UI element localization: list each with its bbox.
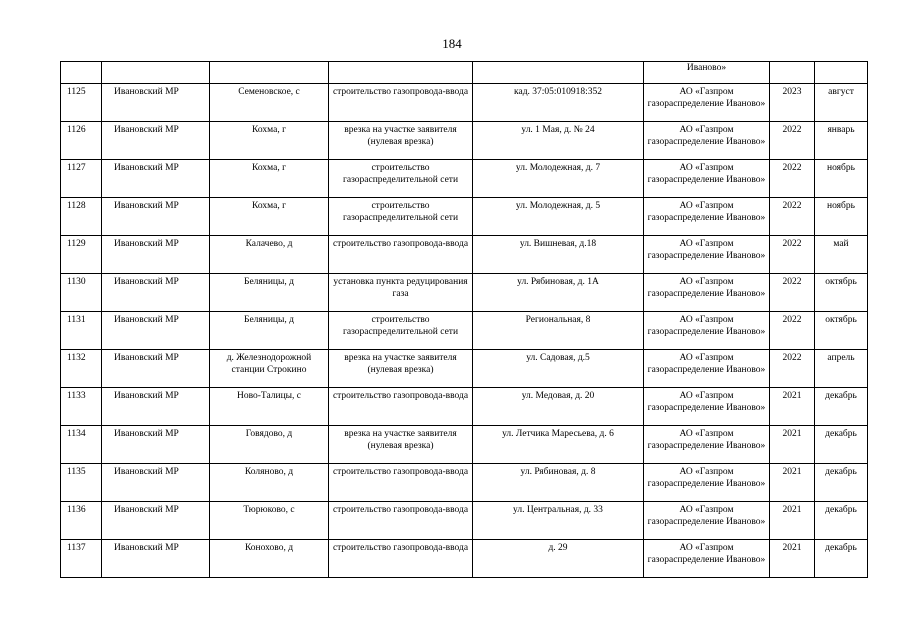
cell-address: ул. Центральная, д. 33 [473, 502, 644, 540]
cell-work: строительство газопровода-ввода [329, 464, 473, 502]
cell-place: Кохма, г [210, 160, 329, 198]
cell-month: декабрь [815, 502, 868, 540]
cell-month: декабрь [815, 464, 868, 502]
cell-place: Говядово, д [210, 426, 329, 464]
cell-month: ноябрь [815, 198, 868, 236]
table-row [61, 236, 868, 274]
cell-org: АО «Газпром газораспределение Иваново» [644, 426, 770, 464]
cell-year [770, 62, 815, 84]
cell-district [102, 62, 210, 84]
cell-month [815, 62, 868, 84]
table-row [61, 388, 868, 426]
table-row [61, 84, 868, 122]
cell-work: строительство газопровода-ввода [329, 84, 473, 122]
cell-work: врезка на участке заявителя (нулевая врезка) [329, 122, 473, 160]
cell-district: Ивановский МР [102, 312, 210, 350]
cell-org: АО «Газпром газораспределение Иваново» [644, 464, 770, 502]
cell-address: ул. Молодежная, д. 7 [473, 160, 644, 198]
cell-district: Ивановский МР [102, 122, 210, 160]
cell-address [473, 62, 644, 84]
cell-year: 2022 [770, 160, 815, 198]
cell-district: Ивановский МР [102, 464, 210, 502]
cell-num: 1136 [61, 502, 102, 540]
cell-place: Ново-Талицы, с [210, 388, 329, 426]
cell-address: ул. Садовая, д.5 [473, 350, 644, 388]
cell-month: октябрь [815, 312, 868, 350]
cell-org: АО «Газпром газораспределение Иваново» [644, 388, 770, 426]
cell-org: АО «Газпром газораспределение Иваново» [644, 312, 770, 350]
cell-address: ул. Летчика Маресьева, д. 6 [473, 426, 644, 464]
cell-num: 1128 [61, 198, 102, 236]
cell-year: 2022 [770, 236, 815, 274]
cell-org: АО «Газпром газораспределение Иваново» [644, 236, 770, 274]
cell-year: 2022 [770, 312, 815, 350]
cell-district: Ивановский МР [102, 160, 210, 198]
cell-district: Ивановский МР [102, 540, 210, 578]
cell-year: 2022 [770, 122, 815, 160]
cell-org: АО «Газпром газораспределение Иваново» [644, 502, 770, 540]
cell-district: Ивановский МР [102, 236, 210, 274]
cell-place: Беляницы, д [210, 312, 329, 350]
cell-address: кад. 37:05:010918:352 [473, 84, 644, 122]
cell-address: ул. Медовая, д. 20 [473, 388, 644, 426]
cell-num: 1133 [61, 388, 102, 426]
cell-month: декабрь [815, 540, 868, 578]
table-row [61, 312, 868, 350]
cell-place: Конохово, д [210, 540, 329, 578]
cell-place [210, 62, 329, 84]
cell-district: Ивановский МР [102, 350, 210, 388]
cell-address: ул. Рябиновая, д. 8 [473, 464, 644, 502]
cell-place: Семеновское, с [210, 84, 329, 122]
cell-address: ул. Вишневая, д.18 [473, 236, 644, 274]
table-row [61, 160, 868, 198]
cell-work: строительство газораспределительной сети [329, 198, 473, 236]
table-row [61, 540, 868, 578]
cell-num: 1135 [61, 464, 102, 502]
cell-month: апрель [815, 350, 868, 388]
cell-org: АО «Газпром газораспределение Иваново» [644, 274, 770, 312]
cell-year: 2021 [770, 464, 815, 502]
table-body [61, 62, 868, 578]
cell-year: 2022 [770, 274, 815, 312]
cell-month: январь [815, 122, 868, 160]
cell-year: 2022 [770, 198, 815, 236]
table-row [61, 274, 868, 312]
cell-num: 1134 [61, 426, 102, 464]
table-row [61, 198, 868, 236]
cell-org: Иваново» [644, 62, 770, 84]
cell-num: 1126 [61, 122, 102, 160]
continuation-row [61, 62, 868, 84]
cell-month: ноябрь [815, 160, 868, 198]
table-row [61, 122, 868, 160]
cell-district: Ивановский МР [102, 274, 210, 312]
cell-address: д. 29 [473, 540, 644, 578]
cell-num [61, 62, 102, 84]
cell-work: строительство газопровода-ввода [329, 236, 473, 274]
cell-district: Ивановский МР [102, 388, 210, 426]
cell-org: АО «Газпром газораспределение Иваново» [644, 350, 770, 388]
cell-address: ул. Молодежная, д. 5 [473, 198, 644, 236]
cell-district: Ивановский МР [102, 502, 210, 540]
cell-year: 2021 [770, 502, 815, 540]
cell-org: АО «Газпром газораспределение Иваново» [644, 122, 770, 160]
cell-work: строительство газопровода-ввода [329, 502, 473, 540]
page-number: 184 [442, 36, 462, 51]
table-row [61, 426, 868, 464]
cell-month: май [815, 236, 868, 274]
cell-org: АО «Газпром газораспределение Иваново» [644, 198, 770, 236]
cell-district: Ивановский МР [102, 198, 210, 236]
cell-year: 2022 [770, 350, 815, 388]
cell-year: 2021 [770, 426, 815, 464]
cell-num: 1132 [61, 350, 102, 388]
cell-num: 1127 [61, 160, 102, 198]
cell-org: АО «Газпром газораспределение Иваново» [644, 540, 770, 578]
cell-work: врезка на участке заявителя (нулевая врезка) [329, 426, 473, 464]
cell-address: ул. 1 Мая, д. № 24 [473, 122, 644, 160]
cell-org: АО «Газпром газораспределение Иваново» [644, 84, 770, 122]
cell-year: 2021 [770, 540, 815, 578]
table-row [61, 350, 868, 388]
cell-place: Коляново, д [210, 464, 329, 502]
cell-address: ул. Рябиновая, д. 1А [473, 274, 644, 312]
cell-num: 1137 [61, 540, 102, 578]
cell-work: установка пункта редуцирования газа [329, 274, 473, 312]
cell-work: врезка на участке заявителя (нулевая врезка) [329, 350, 473, 388]
cell-year: 2023 [770, 84, 815, 122]
cell-place: д. Железнодорожной станции Строкино [210, 350, 329, 388]
cell-month: декабрь [815, 388, 868, 426]
cell-month: декабрь [815, 426, 868, 464]
cell-month: октябрь [815, 274, 868, 312]
cell-month: август [815, 84, 868, 122]
cell-place: Кохма, г [210, 122, 329, 160]
cell-work: строительство газопровода-ввода [329, 540, 473, 578]
cell-num: 1129 [61, 236, 102, 274]
cell-num: 1125 [61, 84, 102, 122]
cell-org: АО «Газпром газораспределение Иваново» [644, 160, 770, 198]
cell-work: строительство газораспределительной сети [329, 312, 473, 350]
gas-works-table [60, 61, 868, 578]
table-row [61, 502, 868, 540]
cell-year: 2021 [770, 388, 815, 426]
cell-district: Ивановский МР [102, 426, 210, 464]
cell-place: Калачево, д [210, 236, 329, 274]
cell-num: 1131 [61, 312, 102, 350]
cell-place: Кохма, г [210, 198, 329, 236]
cell-district: Ивановский МР [102, 84, 210, 122]
cell-place: Тюрюково, с [210, 502, 329, 540]
table-row [61, 464, 868, 502]
cell-work: строительство газопровода-ввода [329, 388, 473, 426]
cell-num: 1130 [61, 274, 102, 312]
cell-address: Региональная, 8 [473, 312, 644, 350]
cell-work: строительство газораспределительной сети [329, 160, 473, 198]
cell-work [329, 62, 473, 84]
cell-place: Беляницы, д [210, 274, 329, 312]
